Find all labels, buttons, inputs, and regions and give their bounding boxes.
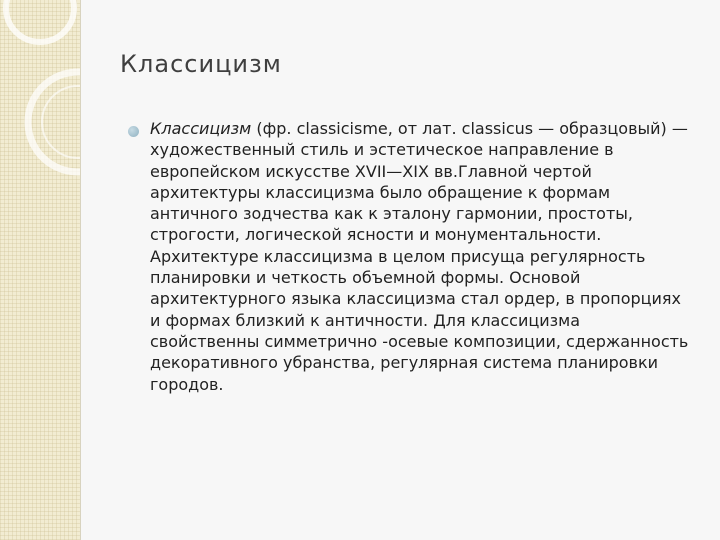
- bullet-item: [128, 118, 694, 395]
- decorative-circles: [0, 0, 80, 540]
- bullet-body: (фр. classicisme, от лат. classicus — образцовый) — художественный стиль и эстетическое направление в европейском искусстве XVII—XIX вв.Главной чертой архитектуры классицизма было обращение к формам античного зодчества как к эталону гармонии, простоты, строгости, логической ясности и монументальности. Архитектуре классицизма в целом присуща регулярность планировки и четкость объемной формы. Основой архитектурного языка классицизма стал ордер, в пропорциях и формах близкий к античности. Для классицизма свойственны симметрично -осевые композиции, сдержанность декоративного убранства, регулярная система планировки городов.: [150, 119, 689, 394]
- slide-title: Классицизм: [120, 50, 282, 78]
- bullet-text: [150, 118, 694, 395]
- decorative-side-strip: [0, 0, 80, 540]
- bullet-term: Классицизм: [150, 119, 252, 138]
- strip-divider: [80, 0, 81, 540]
- bullet-icon: [128, 126, 139, 137]
